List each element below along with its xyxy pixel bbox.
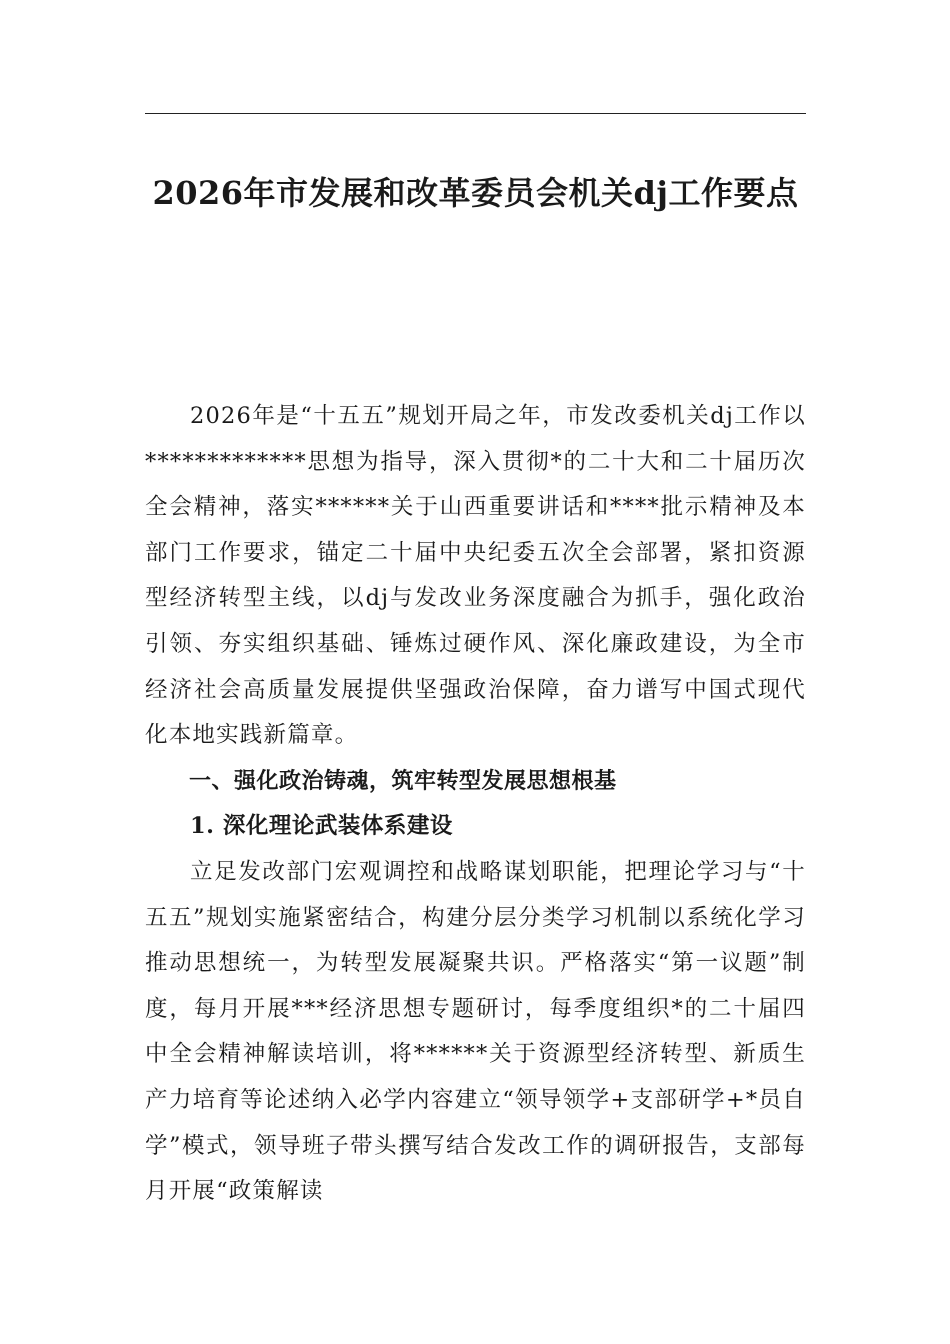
document-body — [145, 394, 806, 1215]
header-rule — [145, 113, 806, 114]
subsection-heading: 1. 深化理论武装体系建设 — [190, 813, 453, 840]
section-heading: 一、强化政治铸魂，筑牢转型发展思想根基 — [189, 768, 617, 794]
subsection-paragraph: 立足发改部门宏观调控和战略谋划职能，把理论学习与“十五五”规划实施紧密结合，构建分层分类学习机制以系统化学习推动思想统一，为转型发展凝聚共识。严格落实“第一议题”制度，每月开展***经济思想专题研讨，每季度组织*的二十届四中全会精神解读培训，将******关于资源型经济转型、新质生产力培育等论述纳入必学内容建立“领导领学+支部研学+*员自学”模式，领导班子带头撰写结合发改工作的调研报告，支部每月开展“政策解读 — [145, 858, 806, 1205]
document-title: 2026年市发展和改革委员会机关dj工作要点 — [152, 174, 799, 212]
intro-paragraph: 2026年是“十五五”规划开局之年，市发改委机关dj工作以*************思想为指导，深入贯彻*的二十大和二十届历次全会精神，落实******关于山西重要讲话和****批示精神及本部门工作要求，锚定二十届中央纪委五次全会部署，紧扣资源型经济转型主线，以dj与发改业务深度融合为抓手，强化政治引领、夯实组织基础、锤炼过硬作风、深化廉政建设，为全市经济社会高质量发展提供坚强政治保障，奋力谱写中国式现代化本地实践新篇章。 — [145, 403, 806, 749]
